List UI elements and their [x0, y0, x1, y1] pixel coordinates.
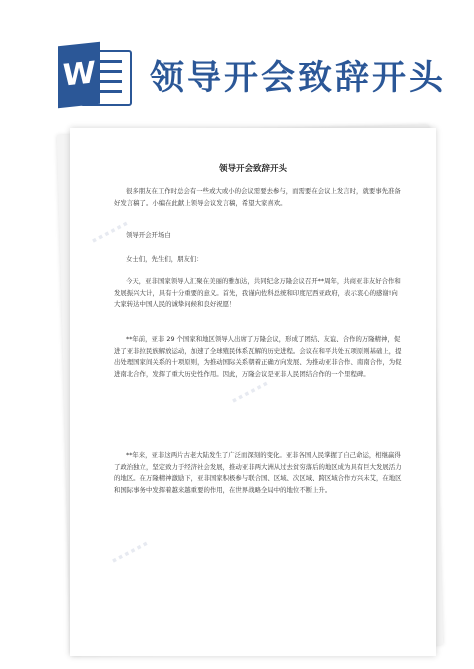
- document-page: [70, 128, 436, 656]
- header-banner: [0, 0, 474, 118]
- paragraph-3: **年来，亚非这两片古老大陆发生了广泛而深刻的变化。亚非各国人民掌握了自己命运，相继赢得了政治独立，坚定致力于经济社会发展，推动亚非两大洲从过去贫穷落后的地区成为具有巨大发展活力的地区。在万隆精神激励下，亚非国家积极参与联合国、区域、次区域、跨区域合作方兴未艾，在地区和国际事务中发挥着越来越重要的作用，在世界战略全局中的地位不断上升。: [114, 451, 402, 494]
- word-letter-badge: W: [58, 42, 100, 108]
- salutation: 女士们，先生们，朋友们：: [126, 255, 203, 263]
- word-app-icon: [58, 44, 130, 106]
- watermark: ▪ ▪ ▪ ▪ ▪ ▪: [230, 379, 270, 405]
- paragraph-2: **年前，亚非 29 个国家和地区领导人出席了万隆会议，形成了团结、友谊、合作的万隆精神，促进了亚非拉民族解放运动，加速了全球殖民体系瓦解的历史进程。会议在和平共处五项原则基础上，提出处理国家间关系的十项原则，为推动国际关系朝着正确方向发展、为推动亚非合作、南南合作，为促进南北合作，发挥了重大历史性作用。因此，万隆会议是亚非人民团结合作的一个里程碑。: [114, 335, 402, 378]
- paragraph-1: 今天，亚非国家领导人汇聚在美丽的雅加达，共同纪念万隆会议召开**周年，共商亚非友好合作和发展振兴大计，具有十分重要的意义。首先，我谨向佐科总统和印度尼西亚政府，表示衷心的感谢!向大家转达中国人民的诚挚问候和良好祝愿！: [114, 277, 401, 308]
- watermark: ▪ ▪ ▪ ▪ ▪ ▪: [110, 539, 150, 565]
- page-title: 领导开会致辞开头: [150, 58, 446, 98]
- paragraph-intro: 很多朋友在工作时总会有一些或大或小的会议需要去参与，而需要在会议上发言时，就要事先准备好发言稿了。小编在此献上领导会议发言稿，希望大家喜欢。: [114, 187, 401, 207]
- section-heading: 领导开会开场白: [126, 231, 171, 239]
- watermark: ▪ ▪ ▪ ▪ ▪ ▪: [90, 219, 130, 245]
- document-title: 领导开会致辞开头: [218, 164, 287, 174]
